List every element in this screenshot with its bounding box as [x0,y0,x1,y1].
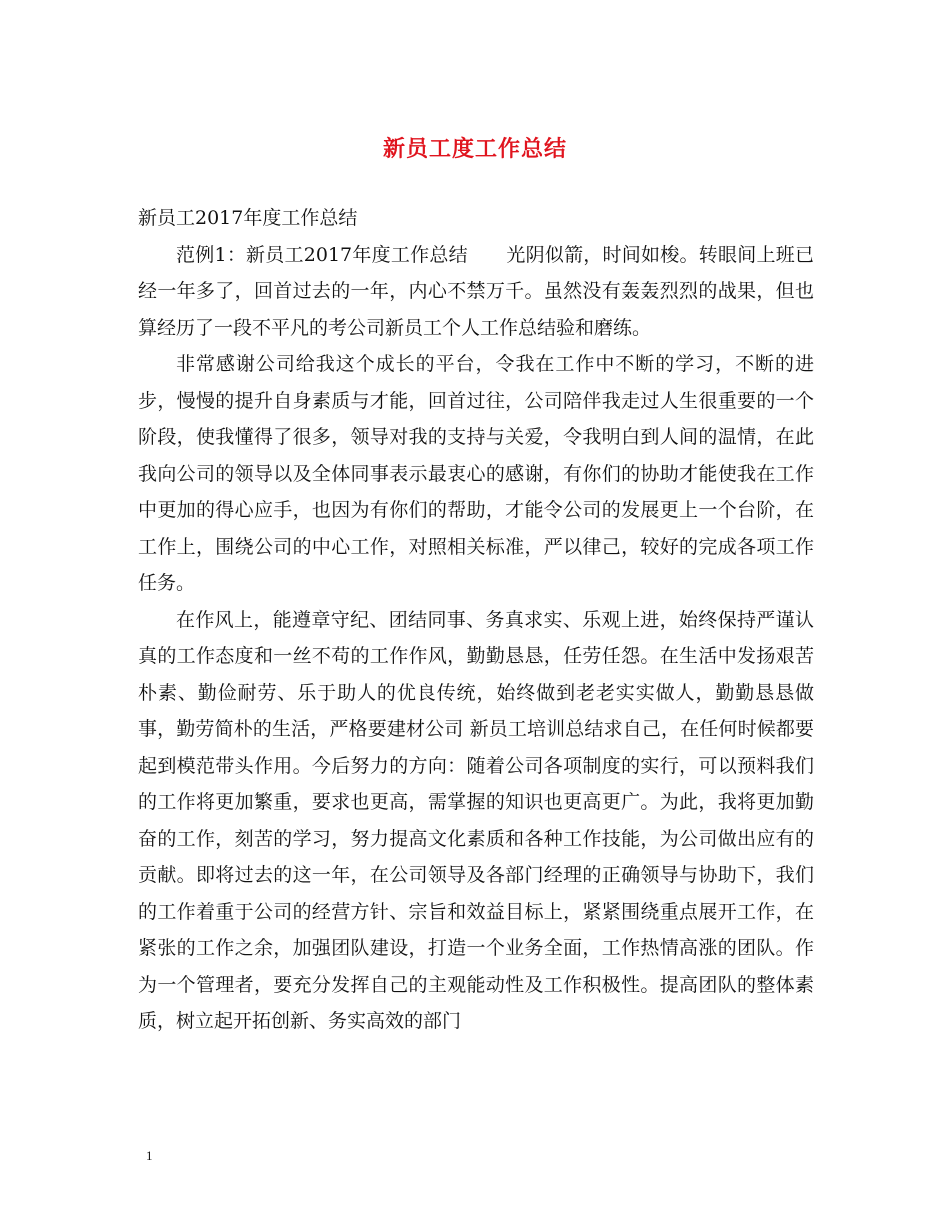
document-title: 新员工度工作总结 [382,136,567,162]
paragraph-3: 在作风上，能遵章守纪、团结同事、务真求实、乐观上进，始终保持严谨认真的工作态度和一丝不苟的工作作风，勤勤恳恳，任劳任怨。在生活中发扬艰苦朴素、勤俭耐劳、乐于助人的优良传统，始终做到老老实实做人，勤勤恳恳做事，勤劳简朴的生活，严格要建材公司 新员工培训总结求自己，在任何时候都要起到模范带头作用。今后努力的方向：随着公司各项制度的实行，可以预料我们的工作将更加繁重，要求也更高，需掌握的知识也更高更广。为此，我将更加勤奋的工作，刻苦的学习，努力提高文化素质和各种工作技能，为公司做出应有的贡献。即将过去的这一年，在公司领导及各部门经理的正确领导与协助下，我们 的工作着重于公司的经营方针、宗旨和效益目标上，紧紧围绕重点展开工作，在紧张的工作之余，加强团队建设，打造一个业务全面，工作热情高涨的团队。作为一个管理者，要充分发挥自己的主观能动性及工作积极性。提高团队的整体素质，树立起开拓创新、务实高效的部门 [138,608,814,1032]
paragraph-1: 范例1：新员工2017年度工作总结 光阴似箭，时间如梭。转眼间上班已经一年多了，回首过去的一年，内心不禁万千。虽然没有轰轰烈烈的战果，但也算经历了一段不平凡的考公司新员工个人工作总结验和磨练。 [138,243,814,339]
document-subtitle: 新员工2017年度工作总结 [138,207,358,229]
document-body [138,200,814,1040]
page-number: 1 [146,1148,153,1163]
paragraph-2: 非常感谢公司给我这个成长的平台，令我在工作中不断的学习，不断的进步，慢慢的提升自身素质与才能，回首过往，公司陪伴我走过人生很重要的一个阶段，使我懂得了很多，领导对我的支持与关爱，令我明白到人间的温情，在此我向公司的领导以及全体同事表示最衷心的感谢，有你们的协助才能使我在工作中更加的得心应手，也因为有你们的帮助，才能令公司的发展更上一个台阶，在工作上，围绕公司的中心工作，对照相关标准，严以律己，较好的完成各项工作任务。 [138,353,814,594]
